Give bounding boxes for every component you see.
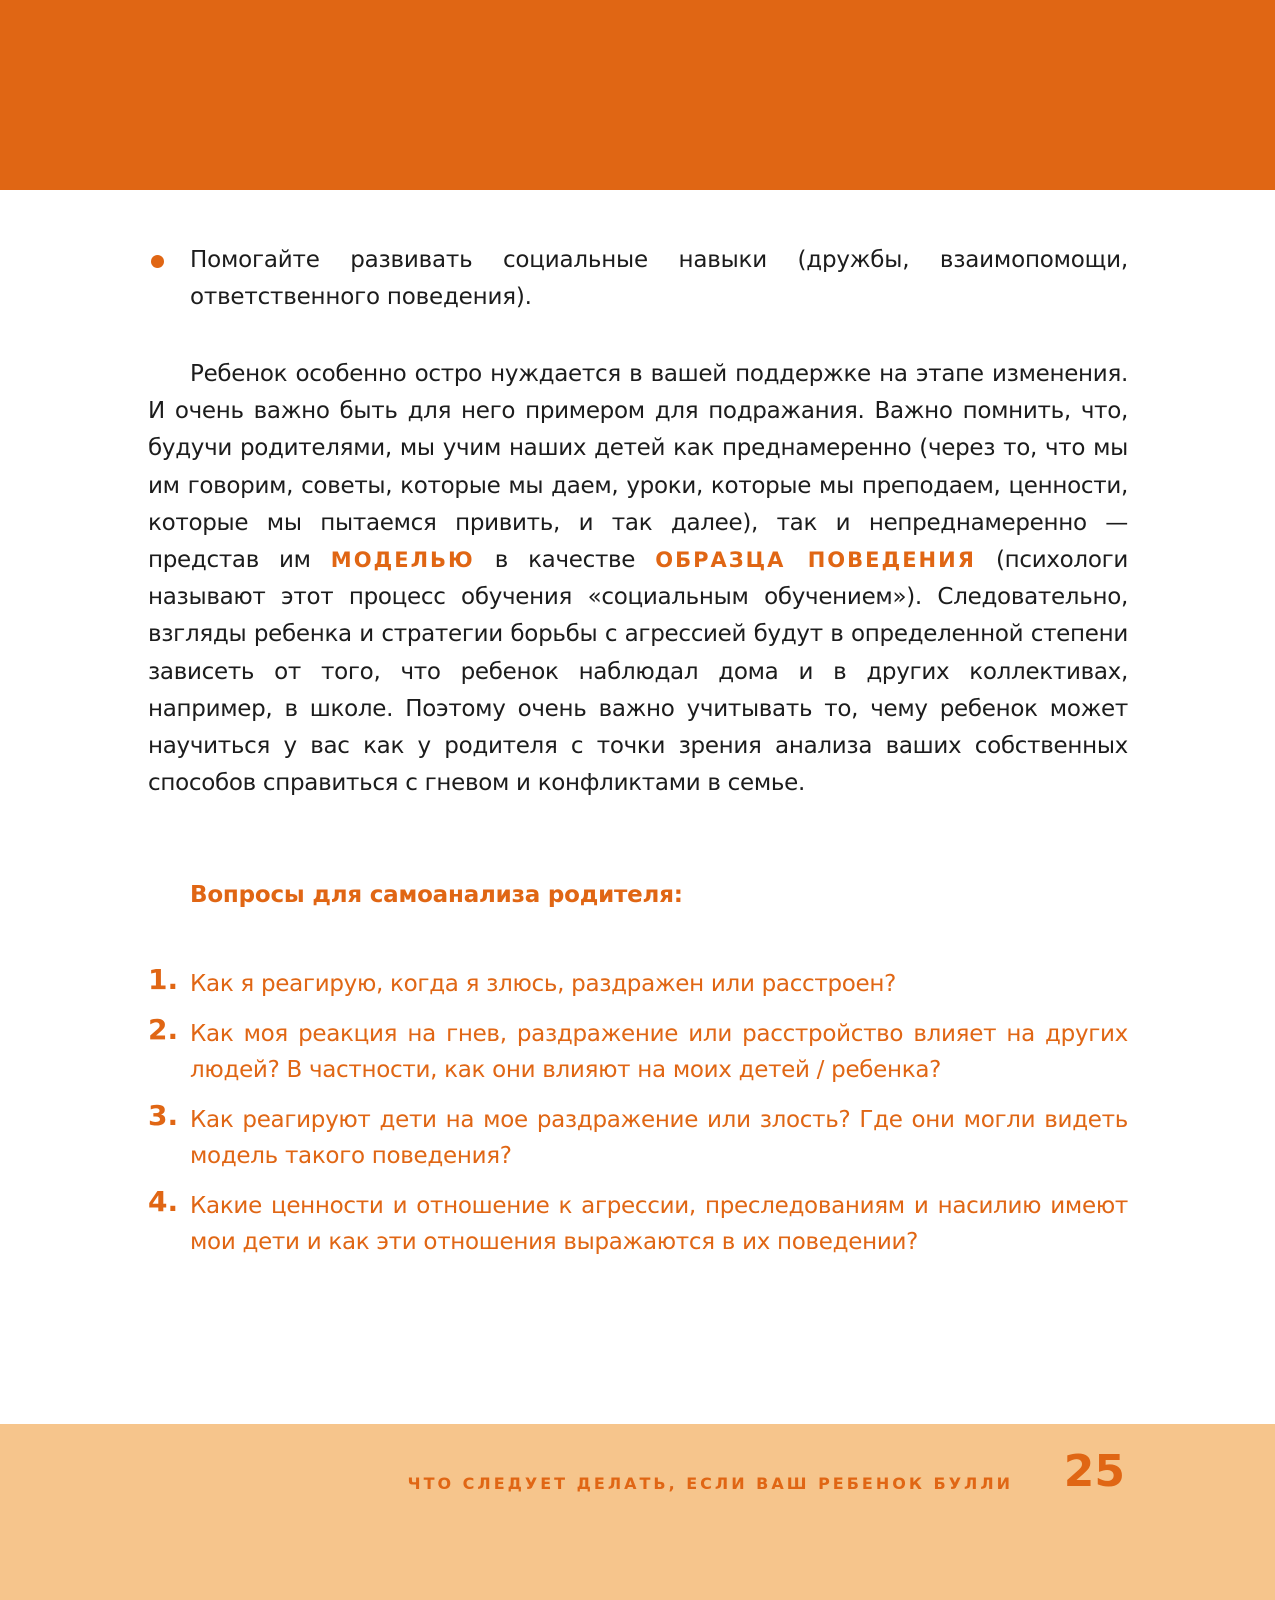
- question-item: [148, 963, 1128, 1002]
- question-item: [148, 1099, 1128, 1174]
- question-number: 1.: [148, 963, 179, 996]
- paragraph-text-2: в качестве: [494, 547, 636, 574]
- paragraph-text-1: Ребенок особенно остро нуждается в вашей поддержке на этапе изменения. И очень важно быть для него примером для подражания. Важно помнить, что, будучи родителями, мы учим наших детей как преднамеренно (через то, что мы им говорим, советы, которые мы даем, уроки, которые мы преподаем, ценности, которые мы пытаемся привить, и так далее), так и непреднамеренно — представ им: [148, 361, 1128, 574]
- question-item: [148, 1013, 1128, 1088]
- question-number: 4.: [148, 1185, 179, 1218]
- question-text: Как моя реакция на гнев, раздражение или расстройство влияет на других людей? В частности, как они влияют на моих детей / ребенка?: [190, 1021, 1128, 1083]
- page-number: 25: [1063, 1446, 1125, 1497]
- questions-title: Вопросы для самоанализа родителя:: [190, 882, 683, 908]
- paragraph-text-3: (психологи называют этот процесс обучения «социальным обучением»). Следовательно, взгляды ребенка и стратегии борьбы с агрессией будут в определенной степени зависеть от того, что ребенок наблюдал дома и в других коллективах, например, в школе. Поэтому очень важно учитывать то, чему ребенок может научиться у вас как у родителя с точки зрения анализа ваших собственных способов справиться с гневом и конфликтами в семье.: [148, 547, 1129, 797]
- main-paragraph: [148, 356, 1128, 802]
- question-number: 2.: [148, 1013, 179, 1046]
- question-text: Как я реагирую, когда я злюсь, раздражен или расстроен?: [190, 971, 897, 997]
- top-orange-band: [0, 0, 1275, 190]
- question-number: 3.: [148, 1099, 179, 1132]
- question-text: Как реагируют дети на мое раздражение или злость? Где они могли видеть модель такого поведения?: [190, 1107, 1128, 1169]
- highlight-behavior-model: ОБРАЗЦА ПОВЕДЕНИЯ: [655, 548, 976, 573]
- question-item: [148, 1185, 1128, 1260]
- highlight-model: МОДЕЛЬЮ: [330, 548, 475, 573]
- question-text: Какие ценности и отношение к агрессии, преследованиям и насилию имеют мои дети и как эти отношения выражаются в их поведении?: [190, 1193, 1128, 1255]
- orange-dot-icon: [151, 255, 164, 268]
- questions-list: [148, 963, 1128, 1274]
- bullet-item: [148, 242, 1128, 316]
- bullet-text: Помогайте развивать социальные навыки (дружбы, взаимопомощи, ответственного поведения).: [190, 247, 1128, 310]
- running-title: ЧТО СЛЕДУЕТ ДЕЛАТЬ, ЕСЛИ ВАШ РЕБЕНОК БУЛЛИ: [407, 1474, 1013, 1493]
